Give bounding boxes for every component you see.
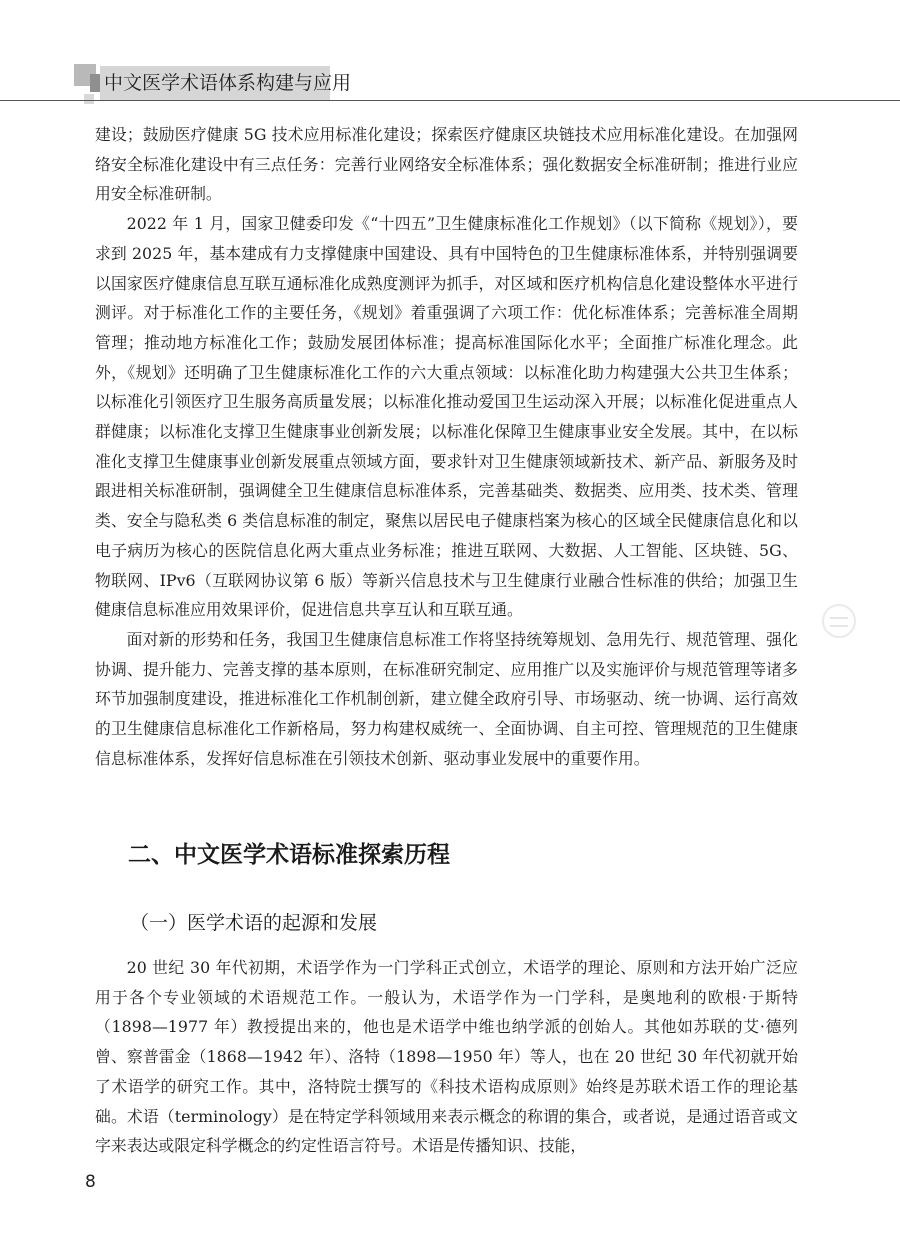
paragraph: 建设；鼓励医疗健康 5G 技术应用标准化建设；探索医疗健康区块链技术应用标准化建设。在加强网络安全标准化建设中有三点任务：完善行业网络安全标准体系；强化数据安全标准研制；推进行业应用安全标准研制。: [95, 125, 798, 204]
body-text-block: [95, 953, 798, 1161]
paragraph: 面对新的形势和任务，我国卫生健康信息标准工作将坚持统筹规划、急用先行、规范管理、强化协调、提升能力、完善支撑的基本原则，在标准研究制定、应用推广以及实施评价与规范管理等诸多环节加强制度建设，推进标准化工作机制创新，建立健全政府引导、市场驱动、统一协调、运行高效的卫生健康信息标准化工作新格局，努力构建权威统一、全面协调、自主可控、管理规范的卫生健康信息标准体系，发挥好信息标准在引领技术创新、驱动事业发展中的重要作用。: [95, 629, 798, 768]
page-number: 8: [85, 1172, 96, 1192]
running-head-title: 中文医学术语体系构建与应用: [104, 72, 352, 94]
body-text-block: [95, 120, 798, 773]
section-heading: 二、中文医学术语标准探索历程: [128, 842, 450, 868]
header-decoration-square: [84, 94, 94, 104]
paragraph: 20 世纪 30 年代初期，术语学作为一门学科正式创立，术语学的理论、原则和方法开始广泛应用于各个专业领域的术语规范工作。一般认为，术语学作为一门学科，是奥地利的欧根·于斯特（1898—1977 年）教授提出来的，他也是术语学中维也纳学派的创始人。其他如苏联的艾·德列曾、察普雷金（1868—1942 年）、洛特（1898—1950 年）等人，也在 20 世纪 30 年代初就开始了术语学的研究工作。其中，洛特院士撰写的《科技术语构成原则》始终是苏联术语工作的理论基础。术语（terminology）是在特定学科领域用来表示概念的称谓的集合，或者说，是通过语音或文字来表达或限定科学概念的约定性语言符号。术语是传播知识、技能，: [95, 958, 798, 1156]
watermark-seal-icon: [822, 604, 856, 638]
paragraph: 2022 年 1 月，国家卫健委印发《“十四五”卫生健康标准化工作规划》（以下简称《规划》），要求到 2025 年，基本建成有力支撑健康中国建设、具有中国特色的卫生健康标准体系，并特别强调要以国家医疗健康信息互联互通标准化成熟度测评为抓手，对区域和医疗机构信息化建设整体水平进行测评。对于标准化工作的主要任务，《规划》着重强调了六项工作：优化标准体系；完善标准全周期管理；推动地方标准化工作；鼓励发展团体标准；提高标准国际化水平；全面推广标准化理念。此外，《规划》还明确了卫生健康标准化工作的六大重点领域：以标准化助力构建强大公共卫生体系；以标准化引领医疗卫生服务高质量发展；以标准化推动爱国卫生运动深入开展；以标准化促进重点人群健康；以标准化支撑卫生健康事业创新发展；以标准化保障卫生健康事业安全发展。其中，在以标准化支撑卫生健康事业创新发展重点领域方面，要求针对卫生健康领域新技术、新产品、新服务及时跟进相关标准研制，强调健全卫生健康信息标准体系，完善基础类、数据类、应用类、技术类、管理类、安全与隐私类 6 类信息标准的制定，聚焦以居民电子健康档案为核心的区域全民健康信息化和以电子病历为核心的医院信息化两大重点业务标准；推进互联网、大数据、人工智能、区块链、5G、物联网、IPv6（互联网协议第 6 版）等新兴信息技术与卫生健康行业融合性标准的供给；加强卫生健康信息标准应用效果评价，促进信息共享互认和互联互通。: [95, 214, 798, 620]
subsection-heading: （一）医学术语的起源和发展: [130, 912, 378, 934]
header-rule: [0, 100, 900, 101]
